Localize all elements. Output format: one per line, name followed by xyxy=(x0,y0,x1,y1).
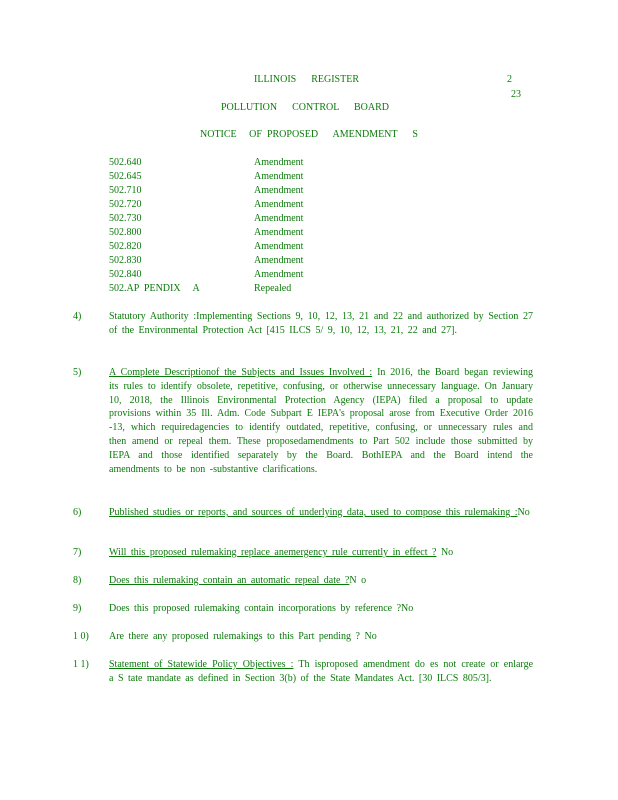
section-action: Amendment xyxy=(254,213,304,224)
section-action: Amendment xyxy=(254,255,304,266)
section-number: 502.820 xyxy=(109,241,142,252)
section-action: Amendment xyxy=(254,185,304,196)
item-body xyxy=(109,310,533,338)
section-action: Amendment xyxy=(254,269,304,280)
item-6-published-studies xyxy=(73,506,533,520)
item-text: Does this proposed rulemaking contain incorporations by reference ?No xyxy=(109,603,414,614)
item-label: Published studies or reports, and sources of underlying data, used to compose this rulemaking : xyxy=(109,507,518,518)
section-row xyxy=(109,268,303,282)
page-number-b: 23 xyxy=(511,89,521,100)
item-10-pending-rulemakings xyxy=(73,630,533,644)
item-number: 5) xyxy=(73,367,82,378)
item-5-description xyxy=(73,366,533,476)
item-body xyxy=(109,630,533,644)
item-body xyxy=(109,658,533,686)
section-action: Amendment xyxy=(254,199,304,210)
section-action: Repealed xyxy=(254,283,292,294)
section-number: 502.AP PENDIX A xyxy=(109,283,200,294)
section-row xyxy=(109,156,303,170)
section-row xyxy=(109,212,303,226)
item-label: Will this proposed rulemaking replace anemergency rule currently in effect ? xyxy=(109,547,437,558)
section-row xyxy=(109,282,303,296)
item-body xyxy=(109,546,533,560)
section-action: Amendment xyxy=(254,171,304,182)
item-body xyxy=(109,574,533,588)
item-body xyxy=(109,366,533,476)
section-number: 502.830 xyxy=(109,255,142,266)
sections-table xyxy=(109,156,303,296)
section-number: 502.730 xyxy=(109,213,142,224)
item-label: A Complete Descriptionof the Subjects and Issues Involved : xyxy=(109,367,373,378)
item-text: N o xyxy=(349,575,367,586)
section-number: 502.645 xyxy=(109,171,142,182)
item-number: 7) xyxy=(73,547,82,558)
item-11-policy-objectives xyxy=(73,658,533,686)
item-7-emergency-rule xyxy=(73,546,533,560)
item-text: No xyxy=(517,507,530,518)
section-action: Amendment xyxy=(254,157,304,168)
item-8-repeal-date xyxy=(73,574,533,588)
item-label: Statement of Statewide Policy Objectives : xyxy=(109,659,294,670)
item-text: No xyxy=(436,547,454,558)
item-9-incorporations xyxy=(73,602,533,616)
item-body xyxy=(109,506,533,520)
section-row xyxy=(109,254,303,268)
item-text: Statutory Authority :Implementing Sections 9, 10, 12, 13, 21 and 22 and authorized by Section 27 of the Environmental Protection Act [415 ILCS 5/ 9, 10, 12, 13, 21, 22 and 27]. xyxy=(109,311,533,336)
section-action: Amendment xyxy=(254,227,304,238)
item-number: 9) xyxy=(73,603,82,614)
item-label: Does this rulemaking contain an automatic repeal date ? xyxy=(109,575,350,586)
section-number: 502.800 xyxy=(109,227,142,238)
item-text: Are there any proposed rulemakings to this Part pending ? No xyxy=(109,631,377,642)
section-row xyxy=(109,240,303,254)
section-row xyxy=(109,184,303,198)
section-number: 502.840 xyxy=(109,269,142,280)
item-number: 6) xyxy=(73,507,82,518)
section-number: 502.710 xyxy=(109,185,142,196)
item-number: 1 0) xyxy=(73,631,89,642)
section-number: 502.720 xyxy=(109,199,142,210)
item-body xyxy=(109,602,533,616)
section-action: Amendment xyxy=(254,241,304,252)
item-text: In 2016, the Board began reviewing its rules to identify obsolete, repetitive, confusing, or otherwise unnecessary language. On January 10, 2018, the Illinois Environmental Protection Agency (IEPA) filed a proposal to update provisions within 35 Ill. Adm. Code Subpart E IEPA's proposal arose from Executive Order 2016 -13, which requiredagencies to identify outdated, repetitive, confusing, or unnecessary rules and then amend or repeal them. These proposedamendments to Part 502 include those submitted by IEPA and those identified separately by the Board. BothIEPA and the Board intend the amendments to be non -substantive clarifications. xyxy=(109,367,533,475)
item-number: 8) xyxy=(73,575,82,586)
register-title: ILLINOIS REGISTER xyxy=(254,74,359,85)
board-title: POLLUTION CONTROL BOARD xyxy=(221,102,389,113)
section-number: 502.640 xyxy=(109,157,142,168)
page-number-a: 2 xyxy=(507,74,512,85)
section-row xyxy=(109,198,303,212)
item-4-statutory-authority xyxy=(73,310,533,338)
section-row xyxy=(109,226,303,240)
section-row xyxy=(109,170,303,184)
item-number: 1 1) xyxy=(73,659,89,670)
item-text: Th isproposed amendment do es not create or enlarge a S tate mandate as defined in Section 3(b) of the State Mandates Act. [30 ILCS 805/3]. xyxy=(109,659,534,684)
item-number: 4) xyxy=(73,311,82,322)
notice-title: NOTICE OF PROPOSED AMENDMENT S xyxy=(200,129,418,140)
